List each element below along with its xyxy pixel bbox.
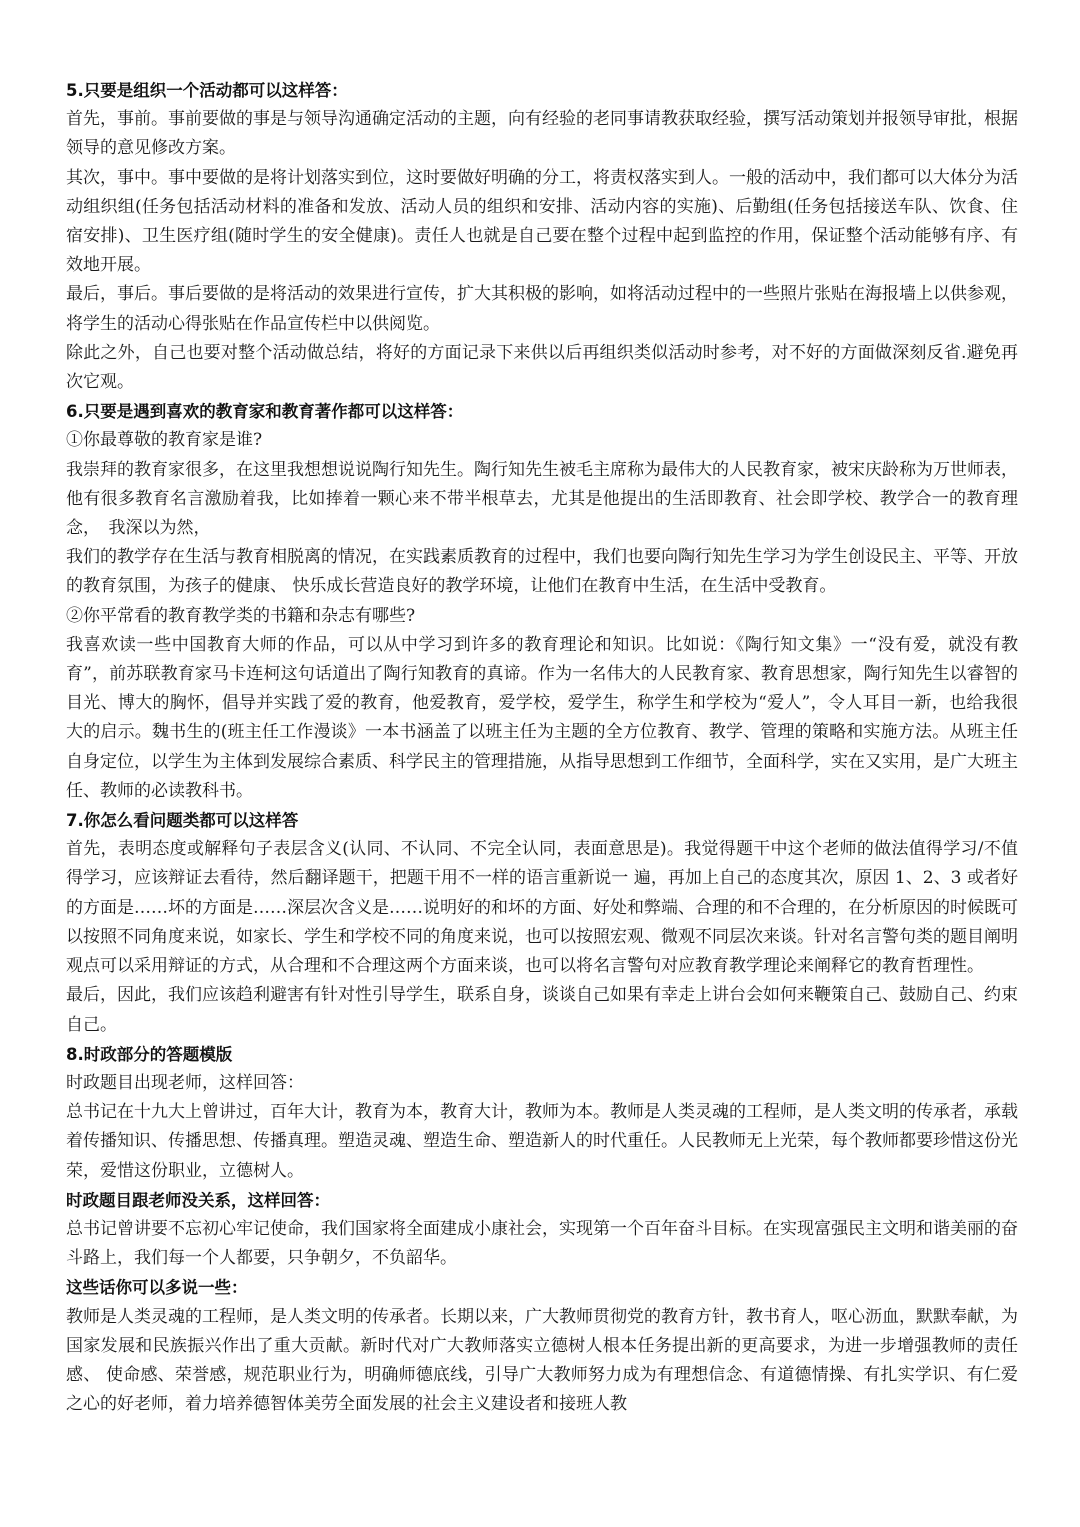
section-5-para-before: 首先，事前。事前要做的事是与领导沟通确定活动的主题，向有经验的老同事请教获取经验，撰写活动策划并报领导审批，根据领导的意见修改方案。: [66, 109, 1018, 159]
section-7-para-first: 首先，表明态度或解释句子表层含义(认同、不认同、不完全认同，表面意思是)。我觉得题干中这个老师的做法值得学习/不值得学习，应该辩证去看待，然后翻译题干，把题干用不一样的语言重新说一 遍，再加上自己的态度其次，原因 1、2、3 或者好的方面是……坏的方面是……深层次含义是……说明好的和坏的方面、好处和弊端、合理的和不合理的，在分析原因的时候既可以按照不同角度来说，如家长、学生和学校不同的角度来说，也可以按照宏观、微观不同层次来谈。针对名言警句类的题目阐明观点可以采用辩证的方式，从合理和不合理这两个方面来谈，也可以将名言警句对应教育教学理论来阐释它的教育哲理性。: [66, 839, 1018, 977]
section-8-answer-extra: 教师是人类灵魂的工程师，是人类文明的传承者。长期以来，广大教师贯彻党的教育方针，教书育人，呕心沥血，默默奉献，为国家发展和民族振兴作出了重大贡献。新时代对广大教师落实立德树人根本任务提出新的更高要求，为进一步增强教师的责任感、 使命感、荣誉感，规范职业行为，明确师德底线，引导广大教师努力成为有理想信念、有道德情操、有扎实学识、有仁爱之心的好老师，着力培养德智体美劳全面发展的社会主义建设者和接班人教: [66, 1306, 1018, 1415]
section-6-answer-1b: 我们的教学存在生活与教育相脱离的情况，在实践素质教育的过程中，我们也要向陶行知先生学习为学生创设民主、平等、开放的教育氛围，为孩子的健康、 快乐成长营造良好的教学环境，让他们在教育中生活，在生活中受教育。: [66, 547, 1018, 597]
section-8-answer-no-teacher: 总书记曾讲要不忘初心牢记使命，我们国家将全面建成小康社会，实现第一个百年奋斗目标。在实现富强民主文明和谐美丽的奋斗路上，我们每一个人都要，只争朝夕，不负韶华。: [66, 1218, 1018, 1269]
section-6-question-2: ②你平常看的教育教学类的书籍和杂志有哪些?: [66, 605, 416, 626]
section-8-lead-teacher: 时政题目出现老师，这样回答：: [66, 1072, 304, 1093]
section-6-answer-2: 我喜欢读一些中国教育大师的作品，可以从中学习到许多的教育理论和知识。比如说：《陶行知文集》一“没有爱，就没有教育”，前苏联教育家马卡连柯这句话道出了陶行知教育的真谛。作为一名伟大的人民教育家、教育思想家，陶行知先生以睿智的目光、博大的胸怀，倡导并实践了爱的教育，他爱教育，爱学校，爱学生，称学生和学校为“爱人”，令人耳目一新，也给我很大的启示。魏书生的(班主任工作漫谈》一本书涵盖了以班主任为主题的全方位教育、教学、管理的策略和实施方法。从班主任自身定位，以学生为主体到发展综合素质、科学民主的管理措施，从指导思想到工作细节，全面科学，实在又实用，是广大班主任、教师的必读教科书。: [66, 634, 1018, 801]
section-6-answer-1a: 我崇拜的教育家很多，在这里我想想说说陶行知先生。陶行知先生被毛主席称为最伟大的人民教育家，被宋庆龄称为万世师表，他有很多教育名言激励着我，比如捧着一颗心来不带半根草去，尤其是他提出的生活即教育、社会即学校、教学合一的教育理念， 我深以为然，: [66, 459, 1018, 539]
section-5-heading: 5.只要是组织一个活动都可以这样答：: [66, 81, 348, 100]
section-8-answer-teacher: 总书记在十九大上曾讲过，百年大计，教育为本，教育大计，教师为本。教师是人类灵魂的工程师，是人类文明的传承者，承载着传播知识、传播思想、传播真理。塑造灵魂、塑造生命、塑造新人的时代重任。人民教师无上光荣，每个教师都要珍惜这份光荣，爱惜这份职业，立德树人。: [66, 1102, 1018, 1181]
section-5-para-summary: 除此之外，自己也要对整个活动做总结，将好的方面记录下来供以后再组织类似活动时参考，对不好的方面做深刻反省.避免再次它观。: [66, 342, 1018, 393]
section-8-lead-no-teacher: 时政题目跟老师没关系，这样回答：: [66, 1190, 330, 1210]
section-8-heading: 8.时政部分的答题模版: [66, 1044, 233, 1064]
section-5-para-after: 最后，事后。事后要做的是将活动的效果进行宣传，扩大其积极的影响，如将活动过程中的一些照片张贴在海报墙上以供参观，将学生的活动心得张贴在作品宣传栏中以供阅览。: [66, 284, 1018, 334]
section-7-para-last: 最后，因此，我们应该趋利避害有针对性引导学生，联系自身，谈谈自己如果有幸走上讲台会如何来鞭策自己、鼓励自己、约束自己。: [66, 985, 1018, 1035]
section-8-lead-extra: 这些话你可以多说一些：: [66, 1278, 248, 1298]
section-6-question-1: ①你最尊敬的教育家是谁?: [66, 430, 263, 451]
section-7-heading: 7.你怎么看问题类都可以这样答: [66, 811, 299, 831]
document-page: [66, 76, 1018, 1419]
section-5-para-during: 其次，事中。事中要做的是将计划落实到位，这时要做好明确的分工，将责权落实到人。一般的活动中，我们都可以大体分为活动组织组(任务包括活动材料的准备和发放、活动人员的组织和安排、活动内容的实施)、后勤组(任务包括接送车队、饮食、住宿安排)、卫生医疗组(随时学生的安全健康)。责任人也就是自己要在整个过程中起到监控的作用，保证整个活动能够有序、有效地开展。: [66, 167, 1018, 276]
section-6-heading: 6.只要是遇到喜欢的教育家和教育著作都可以这样答：: [66, 402, 464, 422]
